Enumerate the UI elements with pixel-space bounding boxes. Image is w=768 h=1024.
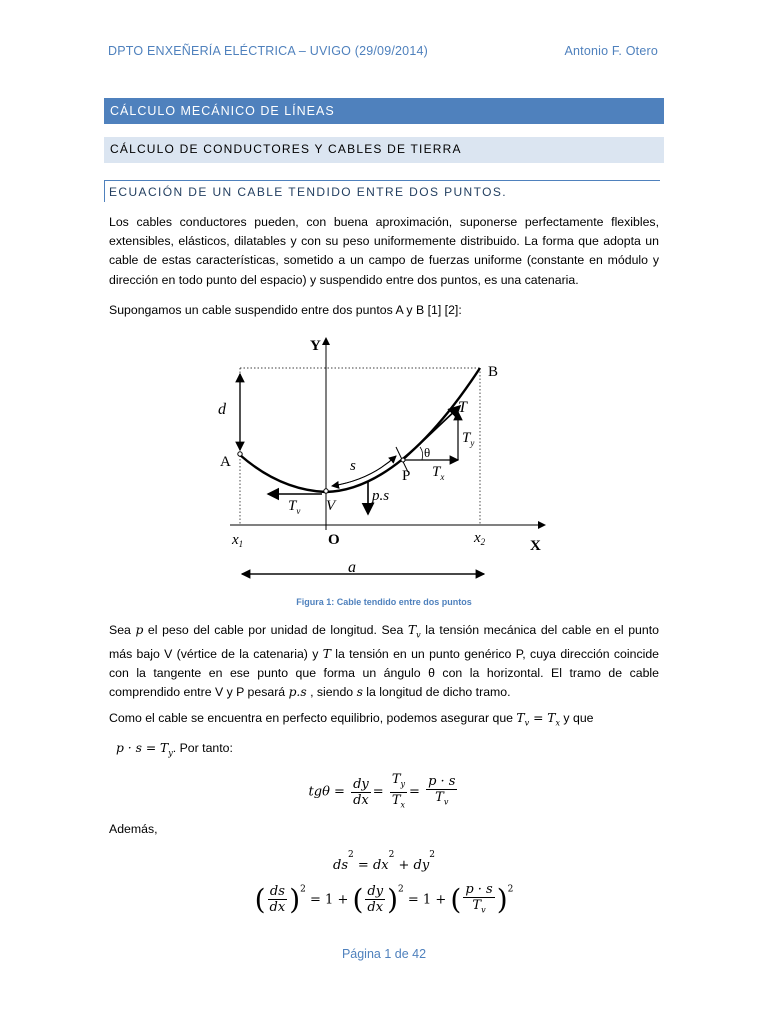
paragraph-ademas: Además, [109, 822, 158, 836]
equation-tangent: tgθ = $\frac{dy}{dx}$ = $\frac{T_y}{T_x}$ = $\frac{p \cdot s}{T_v}$ [308, 772, 456, 810]
section-title-equation: ECUACIÓN DE UN CABLE TENDIDO ENTRE DOS PUNTOS. [104, 180, 660, 202]
label-T: T [458, 399, 467, 416]
equation-ds: $ds^2 = dx^2 + dy^2$ [333, 850, 435, 873]
paragraph-intro: Los cables conductores pueden, con buena aproximación, suponerse perfectamente flexibles, extensibles, elásticos, dilatables y con su peso uniformemente distribuido. La forma que adopta un cable de estas características, sometido a un campo de fuerzas uniforme (constante en módulo y dirección en todo punto del espacio) y suspendido entre dos puntos, es una catenaria. [109, 215, 659, 287]
catenary-figure [200, 330, 560, 590]
label-X: X [530, 538, 541, 554]
paragraph-equilibrium: Como el cable se encuentra en perfecto equilibrio, podemos asegurar que $T_v = T_x$ y que [109, 711, 594, 728]
label-a: a [348, 559, 356, 576]
paragraph-definitions: Sea p el peso del cable por unidad de longitud. Sea $T_v$ la tensión mecánica del cable en el punto más bajo V (vértice de la catenaria) y T la tensión en un punto genérico P, cuya dirección coincide con la tangente en ese punto que forma un ángulo θ con la horizontal. El tramo de cable comprendido entre V y P pesará p.s , siendo s la longitud de dicho tramo. [109, 623, 660, 700]
figure-caption: Figura 1: Cable tendido entre dos puntos [296, 597, 472, 607]
label-x2: $x_2$ [474, 530, 486, 547]
label-Y: Y [310, 338, 321, 354]
paragraph-suppose: Supongamos un cable suspendido entre dos puntos A y B [1] [2]: [109, 303, 462, 317]
label-Ty: $T_y$ [462, 430, 475, 448]
label-B: B [488, 364, 499, 380]
label-Tx: $T_x$ [432, 464, 445, 482]
page-footer: Página 1 de 42 [341, 947, 427, 961]
label-ps: p.s [372, 488, 390, 504]
paragraph-therefore: $p \cdot s = T_y$. Por tanto: [116, 741, 233, 758]
section-title-sub: CÁLCULO DE CONDUCTORES Y CABLES DE TIERRA [104, 137, 664, 163]
section-title-main: CÁLCULO MECÁNICO DE LÍNEAS [104, 98, 664, 124]
label-Tv: $T_v$ [288, 498, 301, 516]
label-s: s [350, 458, 356, 474]
header-right: Antonio F. Otero [564, 44, 658, 58]
label-d: d [218, 401, 226, 418]
equation-derivative: ( $\frac{ds}{dx}$ )$^2$ = 1 + ( $\frac{dy}{dx}$ )$^2$ = 1 + ( $\frac{p \cdot s}{T_v}$ )$^2$ [254, 882, 514, 916]
label-V: V [326, 498, 336, 514]
label-x1: $x_1$ [232, 532, 244, 549]
label-P: P [402, 468, 411, 484]
label-theta: θ [424, 445, 431, 460]
label-A: A [220, 454, 231, 470]
header-left: DPTO ENXEÑERÍA ELÉCTRICA – UVIGO (29/09/2014) [108, 44, 428, 58]
label-O: O [328, 532, 340, 548]
